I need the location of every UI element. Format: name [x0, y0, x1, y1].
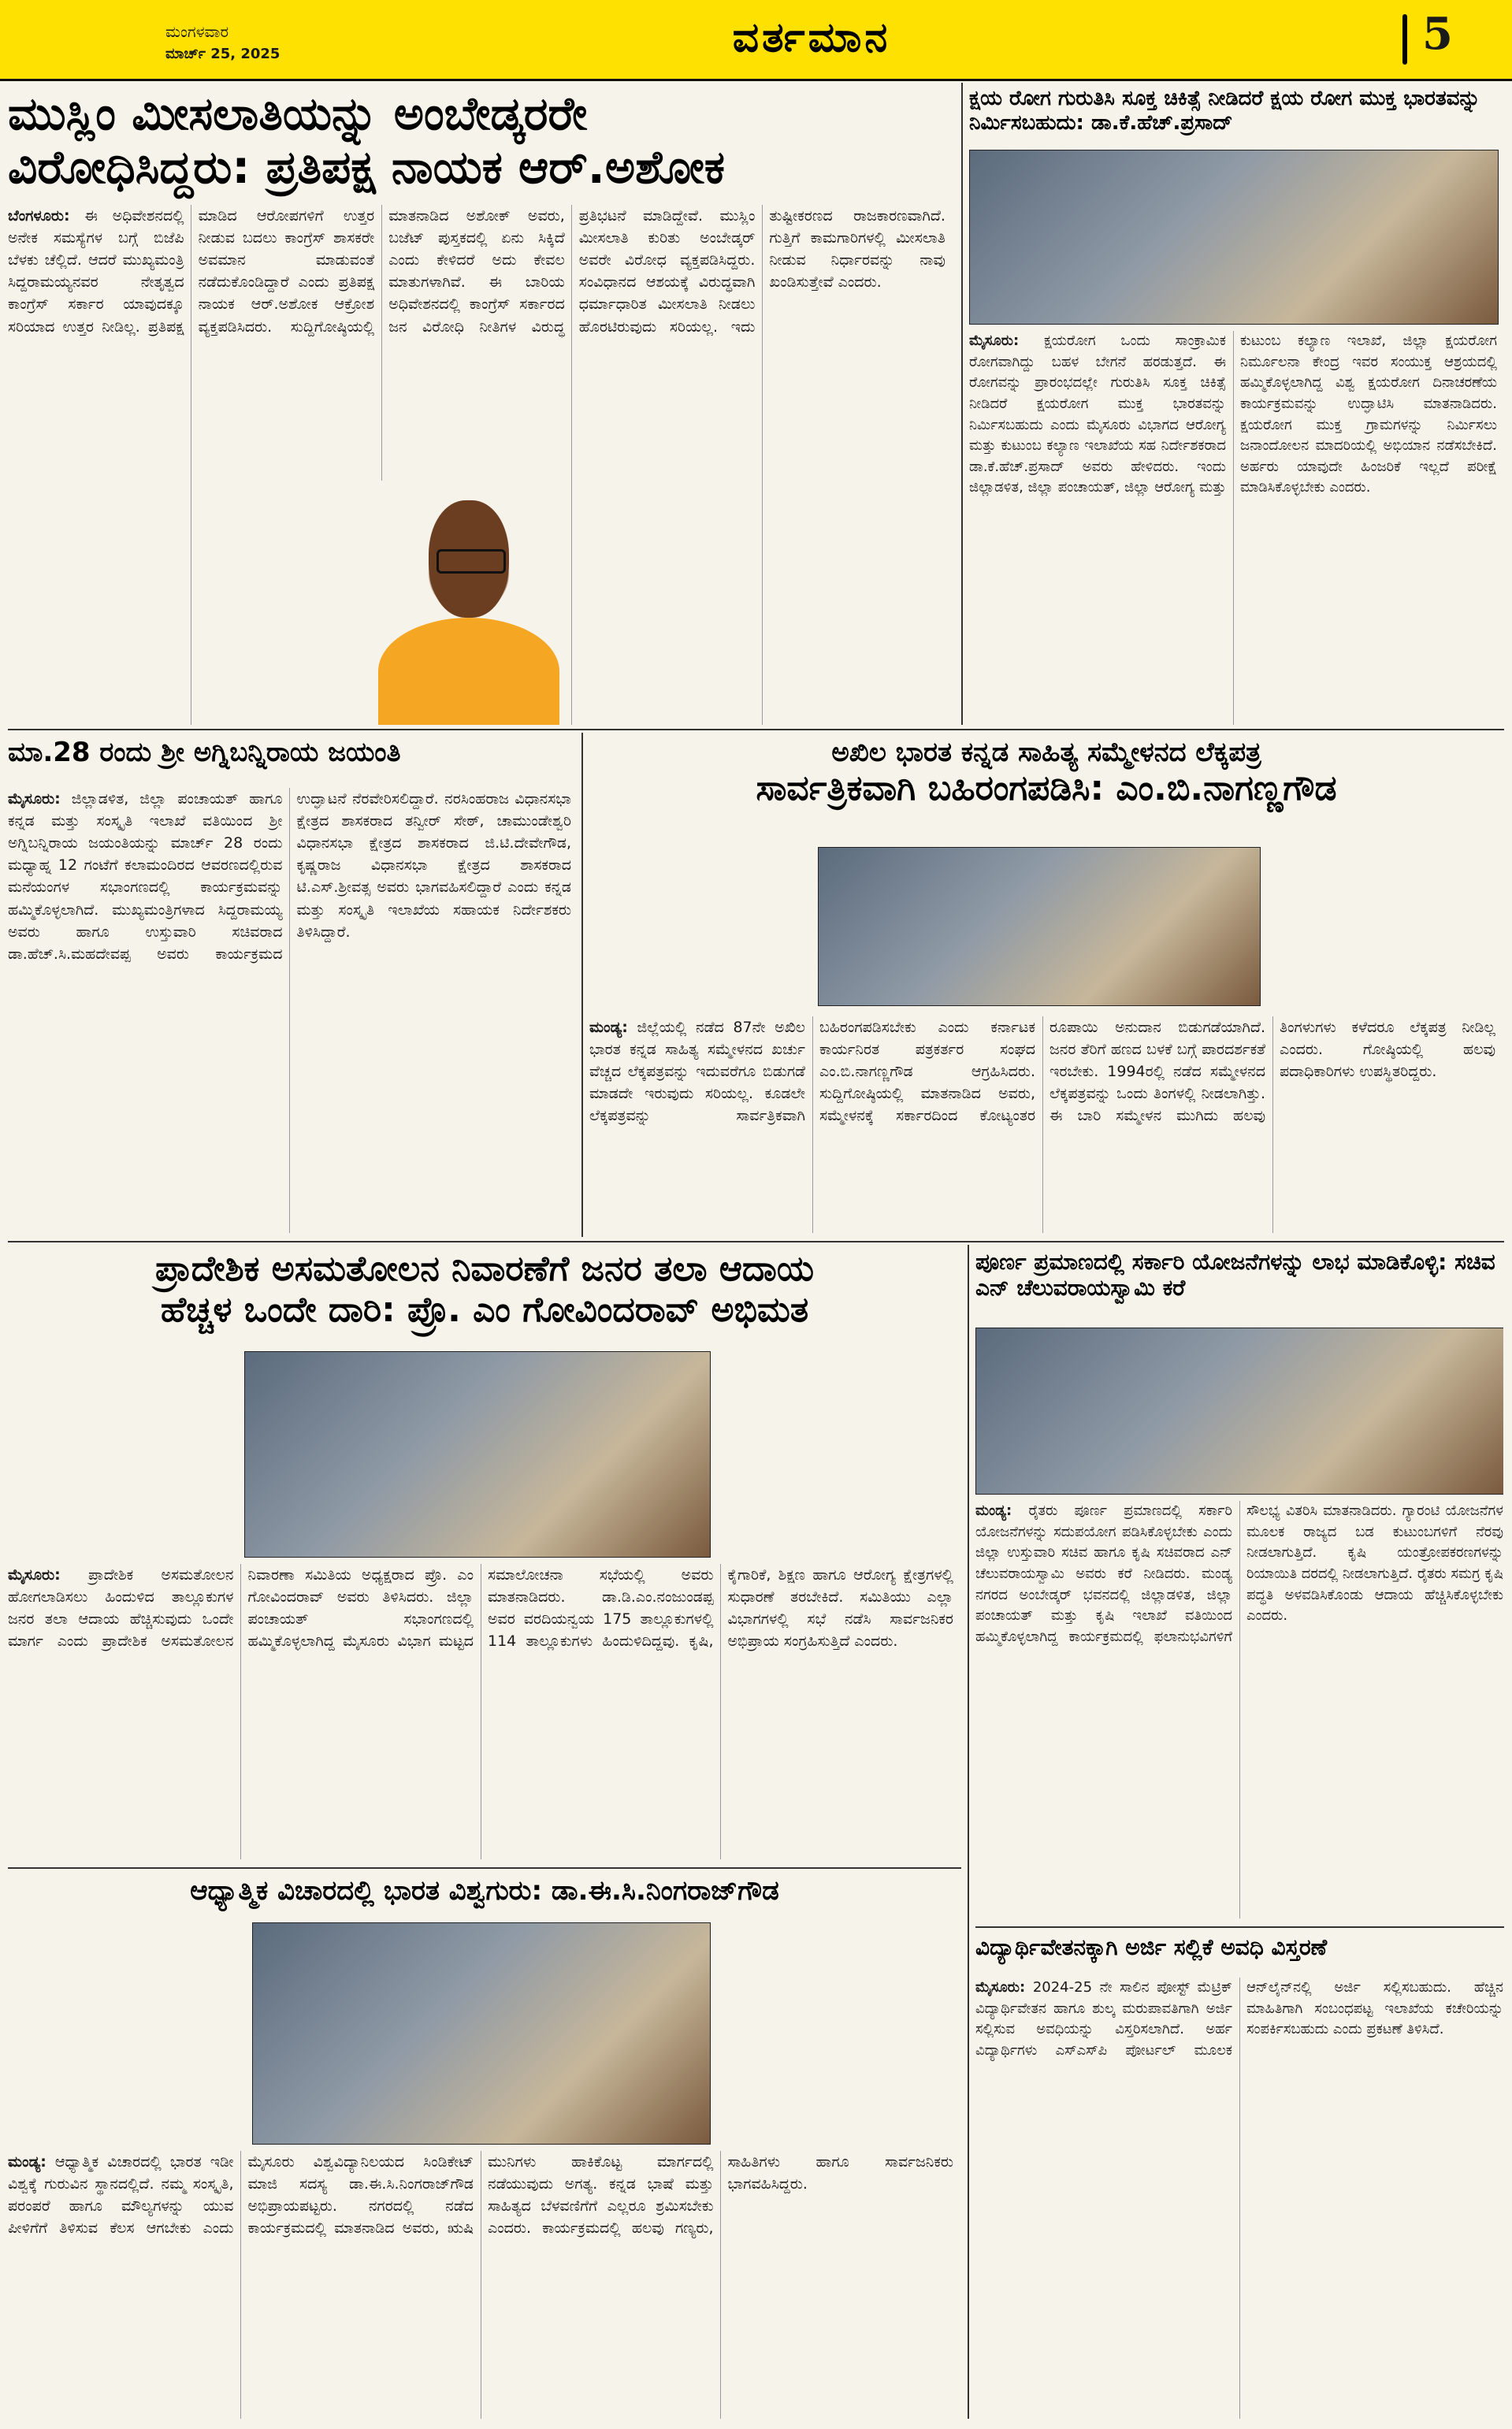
tb-story [969, 87, 1505, 725]
page-number: 5 [1422, 8, 1453, 60]
scholarship-dateline: ಮೈಸೂರು: [975, 1979, 1026, 1996]
anniversary-body-text: ಜಿಲ್ಲಾಡಳಿತ, ಜಿಲ್ಲಾ ಪಂಚಾಯತ್ ಹಾಗೂ ಕನ್ನಡ ಮತ್ತು ಸಂಸ್ಕೃತಿ ಇಲಾಖೆ ವತಿಯಿಂದ ಶ್ರೀ ಅಗ್ನಿಬನ್ನಿರಾಯ ಜಯಂತಿಯನ್ನು ಮಾರ್ಚ್ 28 ರಂದು ಮಧ್ಯಾಹ್ನ 12 ಗಂಟೆಗೆ ಕಲಾಮಂದಿರದ ಆವರಣದಲ್ಲಿರುವ ಮನೆಯಂಗಳ ಸಭಾಂಗಣದಲ್ಲಿ ಕಾರ್ಯಕ್ರಮವನ್ನು ಹಮ್ಮಿಕೊಳ್ಳಲಾಗಿದೆ. ಮುಖ್ಯಮಂತ್ರಿಗಳಾದ ಸಿದ್ದರಾಮಯ್ಯ ಅವರು ಹಾಗೂ ಉಸ್ತುವಾರಿ ಸಚಿವರಾದ ಡಾ.ಹೆಚ್.ಸಿ.ಮಹದೇವಪ್ಪ ಅವರು ಕಾರ್ಯಕ್ರಮದ ಉದ್ಘಾಟನೆ ನೆರವೇರಿಸಲಿದ್ದಾರೆ. ನರಸಿಂಹರಾಜ ವಿಧಾನಸಭಾ ಕ್ಷೇತ್ರದ ಶಾಸಕರಾದ ತನ್ವೀರ್ ಸೇಠ್, ಚಾಮುಂಡೇಶ್ವರಿ ವಿಧಾನಸಭಾ ಕ್ಷೇತ್ರದ ಶಾಸಕರಾದ ಜಿ.ಟಿ.ದೇವೇಗೌಡ, ಕೃಷ್ಣರಾಜ ವಿಧಾನಸಭಾ ಕ್ಷೇತ್ರದ ಶಾಸಕರಾದ ಟಿ.ಎಸ್.ಶ್ರೀವತ್ಸ ಅವರು ಭಾಗವಹಿಸಲಿದ್ದಾರೆ ಎಂದು ಕನ್ನಡ ಮತ್ತು ಸಂಸ್ಕೃತಿ ಇಲಾಖೆಯ ಸಹಾಯಕ ನಿರ್ದೇಶಕರು ತಿಳಿಸಿದ್ದಾರೆ. [8, 790, 571, 963]
scholarship-body-text: 2024-25 ನೇ ಸಾಲಿನ ಪೋಸ್ಟ್ ಮೆಟ್ರಿಕ್ ವಿದ್ಯಾರ್ಥಿವೇತನ ಹಾಗೂ ಶುಲ್ಕ ಮರುಪಾವತಿಗಾಗಿ ಅರ್ಜಿ ಸಲ್ಲಿಸುವ ಅವಧಿಯನ್ನು ವಿಸ್ತರಿಸಲಾಗಿದೆ. ಅರ್ಹ ವಿದ್ಯಾರ್ಥಿಗಳು ಎಸ್‌ಎಸ್‌ಪಿ ಪೋರ್ಟಲ್ ಮೂಲಕ ಆನ್‌ಲೈನ್‌ನಲ್ಲಿ ಅರ್ಜಿ ಸಲ್ಲಿಸಬಹುದು. ಹೆಚ್ಚಿನ ಮಾಹಿತಿಗಾಗಿ ಸಂಬಂಧಪಟ್ಟ ಇಲಾಖೆಯ ಕಚೇರಿಯನ್ನು ಸಂಪರ್ಕಿಸಬಹುದು ಎಂದು ಪ್ರಕಟಣೆ ತಿಳಿಸಿದೆ. [975, 1979, 1503, 2059]
schemes-body [975, 1501, 1503, 1918]
anniversary-body [8, 788, 571, 1233]
masthead-date: ಮಾರ್ಚ್ 25, 2025 [165, 46, 280, 62]
tb-headline: ಕ್ಷಯ ರೋಗ ಗುರುತಿಸಿ ಸೂಕ್ತ ಚಿಕಿತ್ಸೆ ನೀಡಿದರೆ ಕ್ಷಯ ರೋಗ ಮುಕ್ತ ಭಾರತವನ್ನು ನಿರ್ಮಿಸಬಹುದು: ಡಾ.ಕೆ.ಹೆಚ್.ಪ್ರಸಾದ್ [969, 87, 1480, 135]
sahitya-headline-line-2: ಸಾರ್ವತ್ರಿಕವಾಗಿ ಬಹಿರಂಗಪಡಿಸಿ: ಎಂ.ಬಿ.ನಾಗಣ್ಣಗೌಡ [756, 768, 1337, 809]
section-divider [8, 1867, 961, 1869]
column-divider [581, 733, 583, 1237]
regional-meeting-photo [244, 1351, 711, 1558]
regional-headline-line-1: ಪ್ರಾದೇಶಿಕ ಅಸಮತೋಲನ ನಿವಾರಣೆಗೆ ಜನರ ತಲಾ ಆದಾಯ [155, 1249, 814, 1289]
lead-headline-line-1: ಮುಸ್ಲಿಂ ಮೀಸಲಾತಿಯನ್ನು ಅಂಬೇಡ್ಕರರೇ [8, 87, 588, 140]
scholarship-story [975, 1934, 1503, 2423]
schemes-story [975, 1249, 1503, 1922]
masthead-day: ಮಂಗಳವಾರ [165, 22, 229, 41]
section-divider [8, 1241, 1504, 1242]
spiritual-body [8, 2151, 953, 2419]
section-divider [8, 729, 1504, 730]
column-divider [968, 1245, 969, 2419]
regional-dateline: ಮೈಸೂರು: [8, 1566, 61, 1584]
sahitya-press-meet-photo [818, 847, 1261, 1006]
newspaper-logo: ವರ್ತಮಾನ [732, 13, 891, 61]
schemes-headline: ಪೂರ್ಣ ಪ್ರಮಾಣದಲ್ಲಿ ಸರ್ಕಾರಿ ಯೋಜನೆಗಳನ್ನು ಲಾಭ ಮಾಡಿಕೊಳ್ಳಿ: ಸಚಿವ ಎನ್ ಚೆಲುವರಾಯಸ್ವಾಮಿ ಕರೆ [975, 1249, 1495, 1302]
sahitya-headline-line-1: ಅಖಿಲ ಭಾರತ ಕನ್ನಡ ಸಾಹಿತ್ಯ ಸಮ್ಮೇಳನದ ಲೆಕ್ಕಪತ್ರ [831, 737, 1261, 768]
sahitya-dateline: ಮಂಡ್ಯ: [589, 1019, 628, 1036]
masthead [0, 0, 1512, 81]
sahitya-body [589, 1016, 1495, 1233]
regional-story [8, 1249, 961, 1863]
anniversary-story [8, 737, 575, 1237]
page-number-divider [1402, 14, 1407, 65]
schemes-event-photo [975, 1328, 1503, 1495]
spiritual-event-photo [252, 1922, 711, 2145]
tb-body [969, 331, 1497, 725]
lead-body-text: ಈ ಅಧಿವೇಶನದಲ್ಲಿ ಅನೇಕ ಸಮಸ್ಯೆಗಳ ಬಗ್ಗೆ ಬಿಜೆಪಿ ಬೆಳಕು ಚೆಲ್ಲಿದೆ. ಆದರೆ ಮುಖ್ಯಮಂತ್ರಿ ಸಿದ್ದರಾಮಯ್ಯನವರ ನೇತೃತ್ವದ ಕಾಂಗ್ರೆಸ್ ಸರ್ಕಾರ ಯಾವುದಕ್ಕೂ ಸರಿಯಾದ ಉತ್ತರ ನೀಡಿಲ್ಲ. ಪ್ರತಿಪಕ್ಷ ಮಾಡಿದ ಆರೋಪಗಳಿಗೆ ಉತ್ತರ ನೀಡುವ ಬದಲು ಕಾಂಗ್ರೆಸ್ ಶಾಸಕರೇ ಅವಮಾನ ಮಾಡುವಂತೆ ನಡೆದುಕೊಂಡಿದ್ದಾರೆ ಎಂದು ಪ್ರತಿಪಕ್ಷ ನಾಯಕ ಆರ್.ಅಶೋಕ ಆಕ್ರೋಶ ವ್ಯಕ್ತಪಡಿಸಿದರು. ಸುದ್ದಿಗೋಷ್ಠಿಯಲ್ಲಿ ಮಾತನಾಡಿದ ಅಶೋಕ್ ಅವರು, ಬಜೆಟ್ ಪುಸ್ತಕದಲ್ಲಿ ಏನು ಸಿಕ್ಕಿದೆ ಎಂದು ಕೇಳಿದರೆ ಅದು ಕೇವಲ ಮಾತುಗಳಾಗಿವೆ. ಈ ಬಾರಿಯ ಅಧಿವೇಶನದಲ್ಲಿ ಕಾಂಗ್ರೆಸ್ ಸರ್ಕಾರದ ಜನ ವಿರೋಧಿ ನೀತಿಗಳ ವಿರುದ್ಧ ಪ್ರತಿಭಟನೆ ಮಾಡಿದ್ದೇವೆ. ಮುಸ್ಲಿಂ ಮೀಸಲಾತಿ ಕುರಿತು ಅಂಬೇಡ್ಕರ್ ಅವರೇ ವಿರೋಧ ವ್ಯಕ್ತಪಡಿಸಿದ್ದರು. ಸಂವಿಧಾನದ ಆಶಯಕ್ಕೆ ವಿರುದ್ಧವಾಗಿ ಧರ್ಮಾಧಾರಿತ ಮೀಸಲಾತಿ ನೀಡಲು ಹೊರಟಿರುವುದು ಸರಿಯಲ್ಲ. ಇದು ತುಷ್ಟೀಕರಣದ ರಾಜಕಾರಣವಾಗಿದೆ. ಗುತ್ತಿಗೆ ಕಾಮಗಾರಿಗಳಲ್ಲಿ ಮೀಸಲಾತಿ ನೀಡುವ ನಿರ್ಧಾರವನ್ನು ನಾವು ಖಂಡಿಸುತ್ತೇವೆ ಎಂದರು. [8, 207, 945, 336]
regional-body-text: ಪ್ರಾದೇಶಿಕ ಅಸಮತೋಲನ ಹೋಗಲಾಡಿಸಲು ಹಿಂದುಳಿದ ತಾಲ್ಲೂಕುಗಳ ಜನರ ತಲಾ ಆದಾಯ ಹೆಚ್ಚಿಸುವುದು ಒಂದೇ ಮಾರ್ಗ ಎಂದು ಪ್ರಾದೇಶಿಕ ಅಸಮತೋಲನ ನಿವಾರಣಾ ಸಮಿತಿಯ ಅಧ್ಯಕ್ಷರಾದ ಪ್ರೊ. ಎಂ ಗೋವಿಂದರಾವ್ ಅವರು ತಿಳಿಸಿದರು. ಜಿಲ್ಲಾ ಪಂಚಾಯತ್ ಸಭಾಂಗಣದಲ್ಲಿ ಹಮ್ಮಿಕೊಳ್ಳಲಾಗಿದ್ದ ಮೈಸೂರು ವಿಭಾಗ ಮಟ್ಟದ ಸಮಾಲೋಚನಾ ಸಭೆಯಲ್ಲಿ ಅವರು ಮಾತನಾಡಿದರು. ಡಾ.ಡಿ.ಎಂ.ನಂಜುಂಡಪ್ಪ ಅವರ ವರದಿಯನ್ವಯ 175 ತಾಲ್ಲೂಕುಗಳಲ್ಲಿ 114 ತಾಲ್ಲೂಕುಗಳು ಹಿಂದುಳಿದಿದ್ದವು. ಕೃಷಿ, ಕೈಗಾರಿಕೆ, ಶಿಕ್ಷಣ ಹಾಗೂ ಆರೋಗ್ಯ ಕ್ಷೇತ್ರಗಳಲ್ಲಿ ಸುಧಾರಣೆ ತರಬೇಕಿದೆ. ಸಮಿತಿಯು ಎಲ್ಲಾ ವಿಭಾಗಗಳಲ್ಲಿ ಸಭೆ ನಡೆಸಿ ಸಾರ್ವಜನಿಕರ ಅಭಿಪ್ರಾಯ ಸಂಗ್ರಹಿಸುತ್ತಿದೆ ಎಂದರು. [8, 1566, 953, 1651]
sahitya-body-text: ಜಿಲ್ಲೆಯಲ್ಲಿ ನಡೆದ 87ನೇ ಅಖಿಲ ಭಾರತ ಕನ್ನಡ ಸಾಹಿತ್ಯ ಸಮ್ಮೇಳನದ ಖರ್ಚು ವೆಚ್ಚದ ಲೆಕ್ಕಪತ್ರವನ್ನು ಇದುವರೆಗೂ ಬಿಡುಗಡೆ ಮಾಡದೇ ಇರುವುದು ಸರಿಯಲ್ಲ. ಕೂಡಲೇ ಲೆಕ್ಕಪತ್ರವನ್ನು ಸಾರ್ವತ್ರಿಕವಾಗಿ ಬಹಿರಂಗಪಡಿಸಬೇಕು ಎಂದು ಕರ್ನಾಟಕ ಕಾರ್ಯನಿರತ ಪತ್ರಕರ್ತರ ಸಂಘದ ಎಂ.ಬಿ.ನಾಗಣ್ಣಗೌಡ ಆಗ್ರಹಿಸಿದರು. ಸುದ್ದಿಗೋಷ್ಠಿಯಲ್ಲಿ ಮಾತನಾಡಿದ ಅವರು, ಸಮ್ಮೇಳನಕ್ಕೆ ಸರ್ಕಾರದಿಂದ ಕೋಟ್ಯಂತರ ರೂಪಾಯಿ ಅನುದಾನ ಬಿಡುಗಡೆಯಾಗಿದೆ. ಜನರ ತೆರಿಗೆ ಹಣದ ಬಳಕೆ ಬಗ್ಗೆ ಪಾರದರ್ಶಕತೆ ಇರಬೇಕು. 1994ರಲ್ಲಿ ನಡೆದ ಸಮ್ಮೇಳನದ ಲೆಕ್ಕಪತ್ರವನ್ನು ಒಂದು ತಿಂಗಳಲ್ಲಿ ನೀಡಲಾಗಿತ್ತು. ಈ ಬಾರಿ ಸಮ್ಮೇಳನ ಮುಗಿದು ಹಲವು ತಿಂಗಳುಗಳು ಕಳೆದರೂ ಲೆಕ್ಕಪತ್ರ ನೀಡಿಲ್ಲ ಎಂದರು. ಗೋಷ್ಠಿಯಲ್ಲಿ ಹಲವು ಪದಾಧಿಕಾರಿಗಳು ಉಪಸ್ಥಿತರಿದ್ದರು. [589, 1019, 1495, 1125]
tb-dateline: ಮೈಸೂರು: [969, 332, 1020, 349]
column-divider [961, 83, 963, 725]
anniversary-dateline: ಮೈಸೂರು: [8, 790, 61, 808]
anniversary-headline: ಮಾ.28 ರಂದು ಶ್ರೀ ಅಗ್ನಿಬನ್ನಿರಾಯ ಜಯಂತಿ [8, 737, 401, 768]
lead-story [8, 87, 953, 725]
scholarship-body [975, 1978, 1503, 2419]
lead-dateline: ಬೆಂಗಳೂರು: [8, 207, 70, 225]
section-divider [975, 1926, 1504, 1928]
schemes-body-text: ರೈತರು ಪೂರ್ಣ ಪ್ರಮಾಣದಲ್ಲಿ ಸರ್ಕಾರಿ ಯೋಜನೆಗಳನ್ನು ಸದುಪಯೋಗ ಪಡಿಸಿಕೊಳ್ಳಬೇಕು ಎಂದು ಜಿಲ್ಲಾ ಉಸ್ತುವಾರಿ ಸಚಿವ ಹಾಗೂ ಕೃಷಿ ಸಚಿವರಾದ ಎನ್ ಚೆಲುವರಾಯಸ್ವಾಮಿ ಅವರು ಕರೆ ನೀಡಿದರು. ಮಂಡ್ಯ ನಗರದ ಅಂಬೇಡ್ಕರ್ ಭವನದಲ್ಲಿ ಜಿಲ್ಲಾಡಳಿತ, ಜಿಲ್ಲಾ ಪಂಚಾಯತ್ ಮತ್ತು ಕೃಷಿ ಇಲಾಖೆ ವತಿಯಿಂದ ಹಮ್ಮಿಕೊಳ್ಳಲಾಗಿದ್ದ ಕಾರ್ಯಕ್ರಮದಲ್ಲಿ ಫಲಾನುಭವಿಗಳಿಗೆ ಸೌಲಭ್ಯ ವಿತರಿಸಿ ಮಾತನಾಡಿದರು. ಗ್ಯಾರಂಟಿ ಯೋಜನೆಗಳ ಮೂಲಕ ರಾಜ್ಯದ ಬಡ ಕುಟುಂಬಗಳಿಗೆ ನೆರವು ನೀಡಲಾಗುತ್ತಿದೆ. ಕೃಷಿ ಯಂತ್ರೋಪಕರಣಗಳನ್ನು ರಿಯಾಯಿತಿ ದರದಲ್ಲಿ ನೀಡಲಾಗುತ್ತಿದೆ. ರೈತರು ಸಮಗ್ರ ಕೃಷಿ ಪದ್ಧತಿ ಅಳವಡಿಸಿಕೊಂಡು ಆದಾಯ ಹೆಚ್ಚಿಸಿಕೊಳ್ಳಬೇಕು ಎಂದರು. [975, 1502, 1503, 1645]
tb-body-text: ಕ್ಷಯರೋಗ ಒಂದು ಸಾಂಕ್ರಾಮಿಕ ರೋಗವಾಗಿದ್ದು ಬಹಳ ಬೇಗನೆ ಹರಡುತ್ತದೆ. ಈ ರೋಗವನ್ನು ಪ್ರಾರಂಭದಲ್ಲೇ ಗುರುತಿಸಿ ಸೂಕ್ತ ಚಿಕಿತ್ಸೆ ನೀಡಿದರೆ ಕ್ಷಯರೋಗ ಮುಕ್ತ ಭಾರತವನ್ನು ನಿರ್ಮಿಸಬಹುದು ಎಂದು ಮೈಸೂರು ವಿಭಾಗದ ಆರೋಗ್ಯ ಮತ್ತು ಕುಟುಂಬ ಕಲ್ಯಾಣ ಇಲಾಖೆಯ ಸಹ ನಿರ್ದೇಶಕರಾದ ಡಾ.ಕೆ.ಹೆಚ್.ಪ್ರಸಾದ್ ಅವರು ಹೇಳಿದರು. ಇಂದು ಜಿಲ್ಲಾಡಳಿತ, ಜಿಲ್ಲಾ ಪಂಚಾಯತ್, ಜಿಲ್ಲಾ ಆರೋಗ್ಯ ಮತ್ತು ಕುಟುಂಬ ಕಲ್ಯಾಣ ಇಲಾಖೆ, ಜಿಲ್ಲಾ ಕ್ಷಯರೋಗ ನಿರ್ಮೂಲನಾ ಕೇಂದ್ರ ಇವರ ಸಂಯುಕ್ತ ಆಶ್ರಯದಲ್ಲಿ ಹಮ್ಮಿಕೊಳ್ಳಲಾಗಿದ್ದ ವಿಶ್ವ ಕ್ಷಯರೋಗ ದಿನಾಚರಣೆಯ ಕಾರ್ಯಕ್ರಮವನ್ನು ಉದ್ಘಾಟಿಸಿ ಮಾತನಾಡಿದರು. ಕ್ಷಯರೋಗ ಮುಕ್ತ ಗ್ರಾಮಗಳನ್ನು ನಿರ್ಮಿಸಲು ಜನಾಂದೋಲನ ಮಾದರಿಯಲ್ಲಿ ಅಭಿಯಾನ ನಡೆಸಬೇಕಿದೆ. ಅರ್ಹರು ಯಾವುದೇ ಹಿಂಜರಿಕೆ ಇಲ್ಲದೆ ಪರೀಕ್ಷೆ ಮಾಡಿಸಿಕೊಳ್ಳಬೇಕು ಎಂದರು. [969, 332, 1497, 496]
tb-event-photo [969, 150, 1499, 325]
spiritual-story [8, 1875, 961, 2423]
regional-body [8, 1564, 953, 1859]
scholarship-headline: ವಿದ್ಯಾರ್ಥಿವೇತನಕ್ಕಾಗಿ ಅರ್ಜಿ ಸಲ್ಲಿಕೆ ಅವಧಿ ವಿಸ್ತರಣೆ [975, 1934, 1328, 1960]
spiritual-dateline: ಮಂಡ್ಯ: [8, 2153, 46, 2171]
spiritual-body-text: ಆಧ್ಯಾತ್ಮಿಕ ವಿಚಾರದಲ್ಲಿ ಭಾರತ ಇಡೀ ವಿಶ್ವಕ್ಕೆ ಗುರುವಿನ ಸ್ಥಾನದಲ್ಲಿದೆ. ನಮ್ಮ ಸಂಸ್ಕೃತಿ, ಪರಂಪರೆ ಹಾಗೂ ಮೌಲ್ಯಗಳನ್ನು ಯುವ ಪೀಳಿಗೆಗೆ ತಿಳಿಸುವ ಕೆಲಸ ಆಗಬೇಕು ಎಂದು ಮೈಸೂರು ವಿಶ್ವವಿದ್ಯಾನಿಲಯದ ಸಿಂಡಿಕೇಟ್ ಮಾಜಿ ಸದಸ್ಯ ಡಾ.ಈ.ಸಿ.ನಿಂಗರಾಜ್‌ಗೌಡ ಅಭಿಪ್ರಾಯಪಟ್ಟರು. ನಗರದಲ್ಲಿ ನಡೆದ ಕಾರ್ಯಕ್ರಮದಲ್ಲಿ ಮಾತನಾಡಿದ ಅವರು, ಋಷಿ ಮುನಿಗಳು ಹಾಕಿಕೊಟ್ಟ ಮಾರ್ಗದಲ್ಲಿ ನಡೆಯುವುದು ಅಗತ್ಯ. ಕನ್ನಡ ಭಾಷೆ ಮತ್ತು ಸಾಹಿತ್ಯದ ಬೆಳವಣಿಗೆಗೆ ಎಲ್ಲರೂ ಶ್ರಮಿಸಬೇಕು ಎಂದರು. ಕಾರ್ಯಕ್ರಮದಲ್ಲಿ ಹಲವು ಗಣ್ಯರು, ಸಾಹಿತಿಗಳು ಹಾಗೂ ಸಾರ್ವಜನಿಕರು ಭಾಗವಹಿಸಿದ್ದರು. [8, 2153, 953, 2238]
lead-portrait-image [378, 481, 559, 725]
spiritual-headline: ಆಧ್ಯಾತ್ಮಿಕ ವಿಚಾರದಲ್ಲಿ ಭಾರತ ವಿಶ್ವಗುರು: ಡಾ.ಈ.ಸಿ.ನಿಂಗರಾಜ್‌ಗೌಡ [190, 1875, 779, 1907]
schemes-dateline: ಮಂಡ್ಯ: [975, 1502, 1012, 1519]
regional-headline-line-2: ಹೆಚ್ಚಳ ಒಂದೇ ದಾರಿ: ಪ್ರೊ. ಎಂ ಗೋವಿಂದರಾವ್ ಅಭಿಮತ [160, 1289, 809, 1330]
lead-headline-line-2: ವಿರೋಧಿಸಿದ್ದರು: ಪ್ರತಿಪಕ್ಷ ನಾಯಕ ಆರ್.ಅಶೋಕ [8, 140, 725, 195]
sahitya-story [589, 737, 1503, 1237]
